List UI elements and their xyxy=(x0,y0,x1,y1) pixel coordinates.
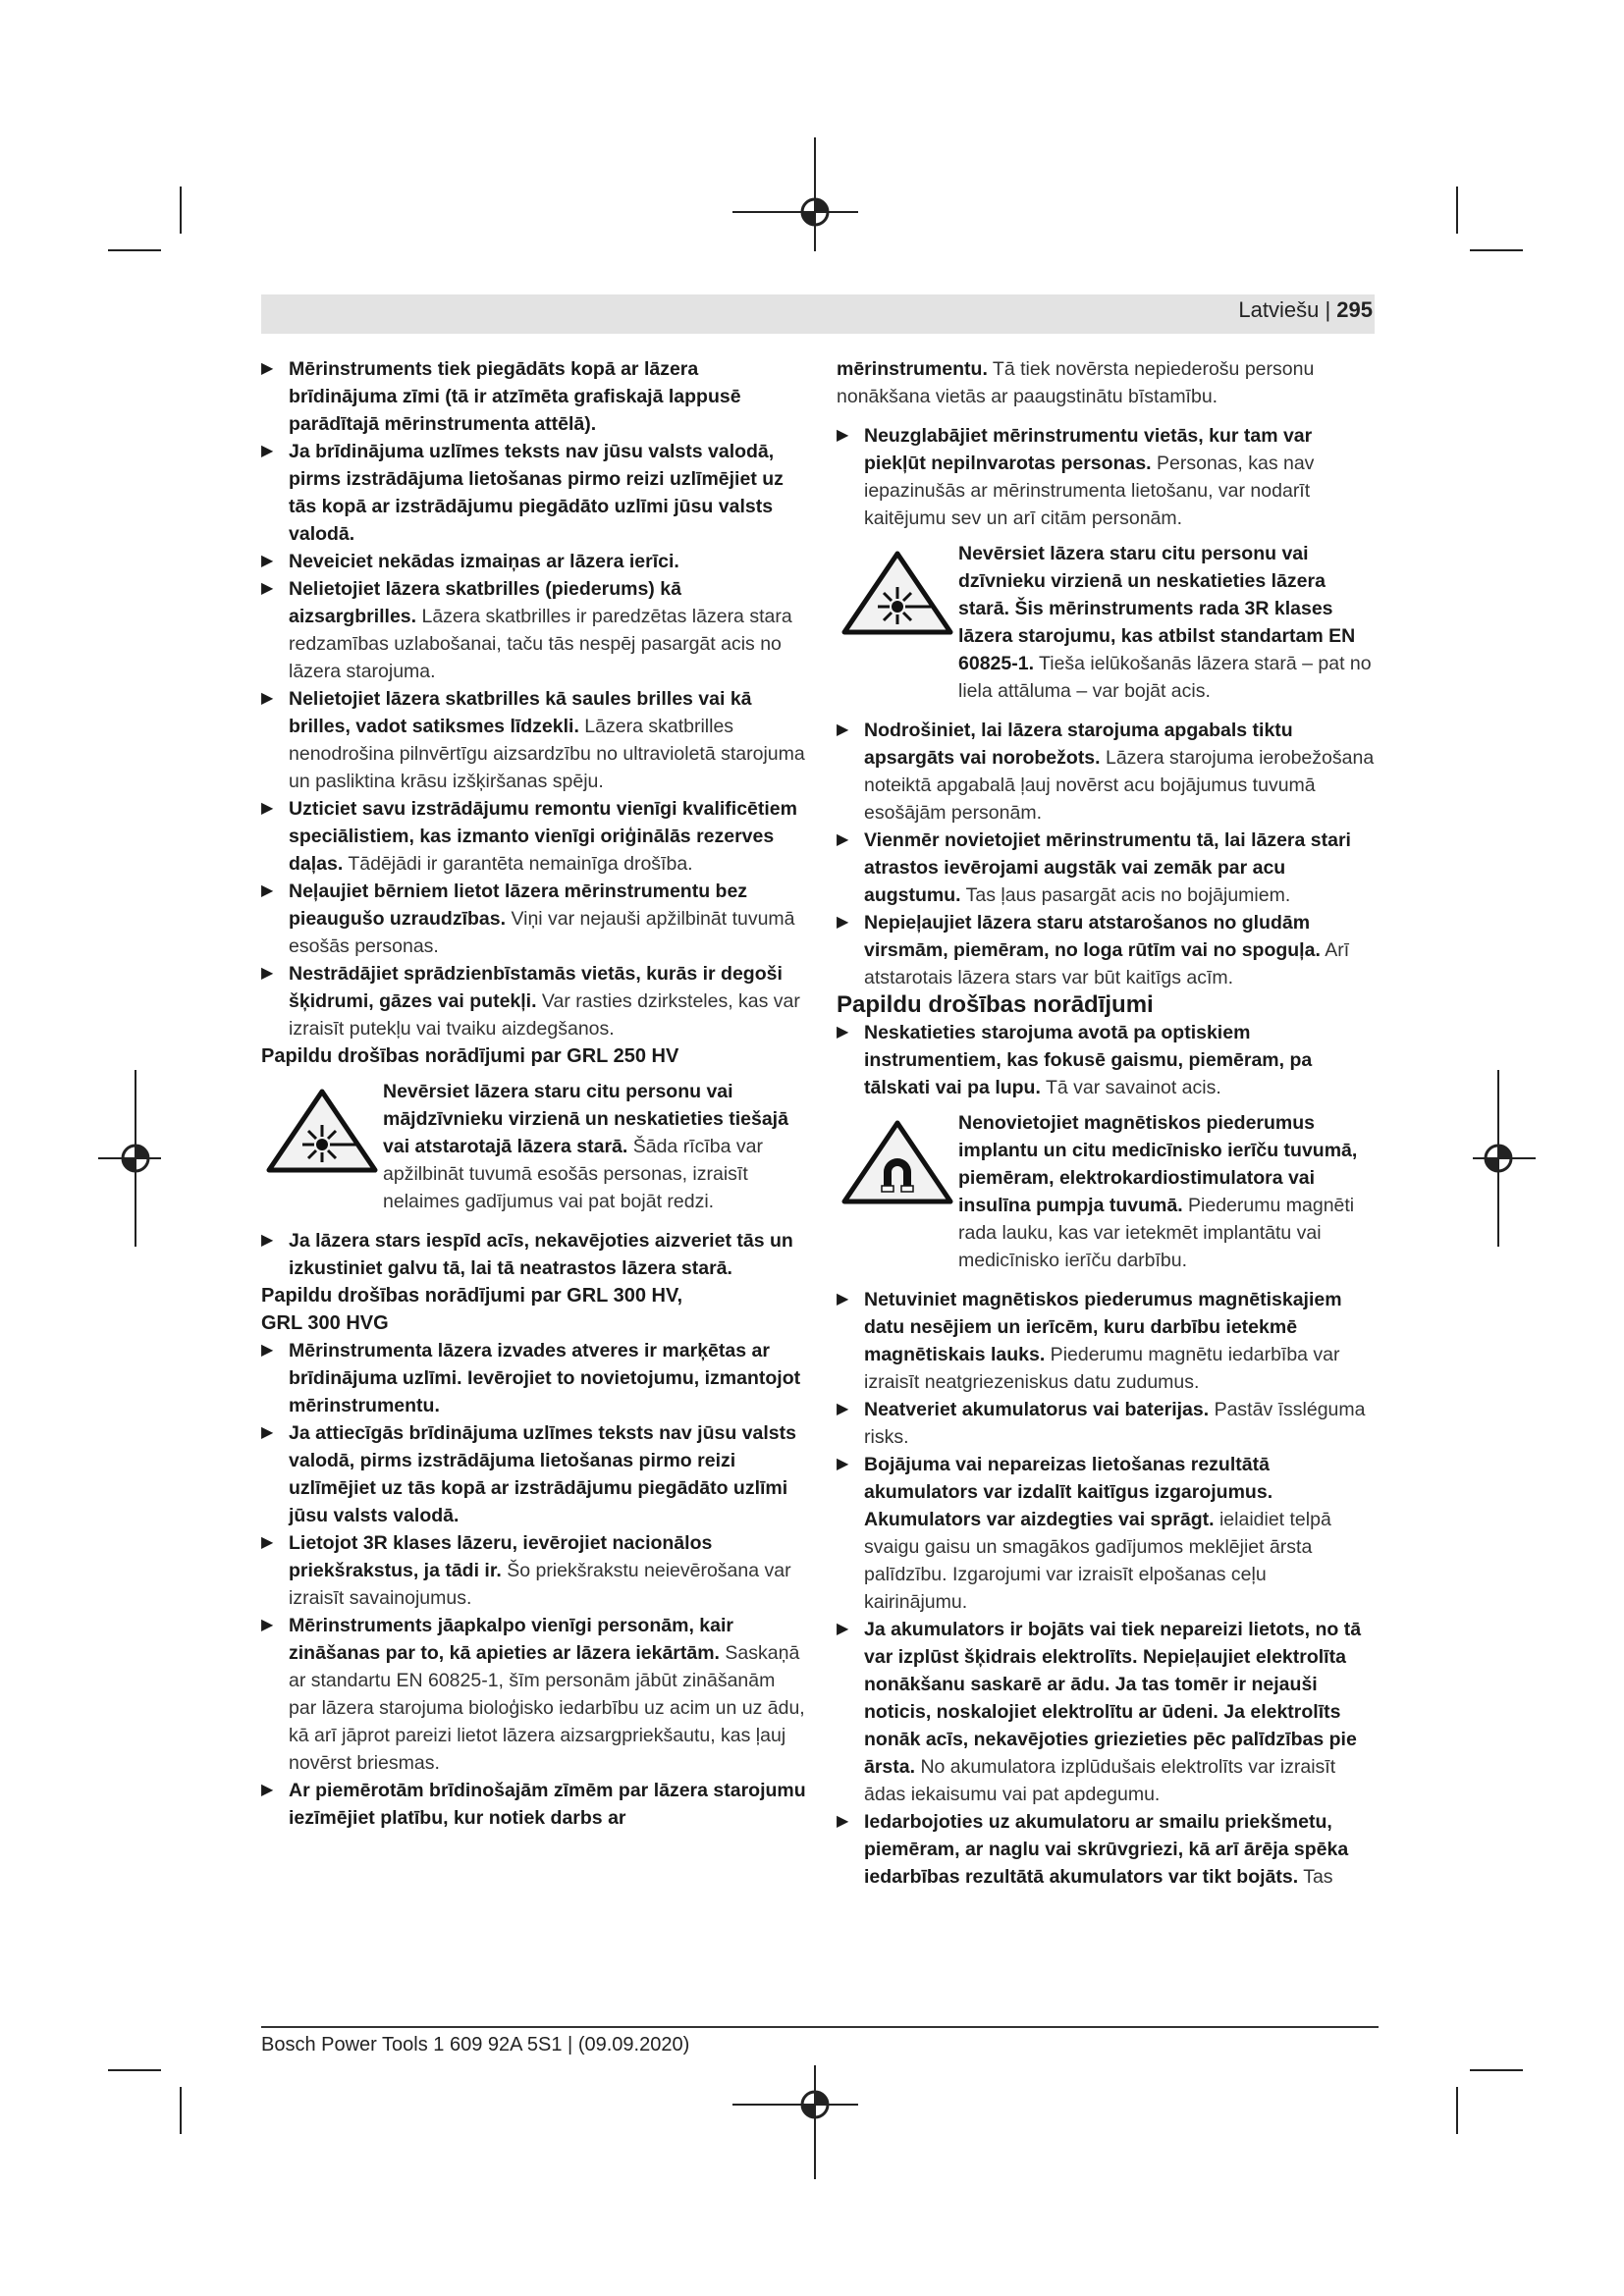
bullet-arrow-icon: ▶ xyxy=(261,800,274,817)
crop-mark xyxy=(180,187,182,234)
bullet-arrow-icon: ▶ xyxy=(837,1813,849,1830)
bullet-item: ▶ Mērinstruments jāapkalpo vienīgi personām, kair zināšanas par to, kā apieties ar lāzera iekārtām. Saskaņā ar standartu EN 60825-1, šīm personām jābūt zināšanām par lāzera starojuma bioloģisko iedarbību uz acim un uz ādu, kā arī jāprot pareizi lietot lāzera aizsargpriekšautu, kas ļauj novērst briesmas. xyxy=(261,1612,806,1777)
bullet-item: ▶ Ja brīdinājuma uzlīmes teksts nav jūsu valsts valodā, pirms izstrādājuma lietošanas pirmo reizi uzlīmējiet uz tās kopā ar izstrādājumu piegādāto uzlīmi jūsu valsts valodā. xyxy=(261,438,806,548)
registration-mark-icon xyxy=(727,137,864,251)
bullet-arrow-icon: ▶ xyxy=(837,1401,849,1417)
bullet-item: ▶ Lietojot 3R klases lāzeru, ievērojiet nacionālos priekšrakstus, ja tādi ir. Šo priekšrakstu neievērošana var izraisīt savainojumus. xyxy=(261,1529,806,1612)
section-title: Papildu drošības norādījumi xyxy=(837,991,1154,1018)
bullet-arrow-icon: ▶ xyxy=(261,443,274,459)
continued-text: mērinstrumentu. Tā tiek novērsta nepiederošu personu nonākšana vietās ar paaugstinātu bīstamību. xyxy=(837,358,1315,407)
bullet-item: ▶ Vienmēr novietojiet mērinstrumentu tā, lai lāzera stari atrastos ievērojami augstāk vai zemāk par acu augstumu. Tas ļaus pasargāt acis no bojājumiem. xyxy=(837,827,1375,909)
subhead-grl250: Papildu drošības norādījumi par GRL 250 HV xyxy=(261,1045,679,1067)
bullet-arrow-icon: ▶ xyxy=(261,965,274,982)
warning-text: Nevērsiet lāzera staru citu personu vai dzīvnieku virzienā un neskatieties lāzera starā. Šis mērinstruments rada 3R klases lāzera starojumu, kas atbilst standartam EN 60825-1. Tieša ielūkošanās lāzera starā – pat no liela attāluma – var bojāt acis. xyxy=(958,543,1372,702)
laser-warning-icon xyxy=(261,1086,383,1176)
bullet-item: ▶ Neuzglabājiet mērinstrumentu vietās, kur tam var piekļūt nepilnvarotas personas. Personas, kas nav iepazinušās ar mērinstrumenta lietošanu, var nodarīt kaitējumu sev un arī citām personām. xyxy=(837,422,1375,532)
crop-mark xyxy=(1470,2069,1523,2071)
bullet-arrow-icon: ▶ xyxy=(261,1424,274,1441)
bullet-arrow-icon: ▶ xyxy=(837,1621,849,1637)
crop-mark xyxy=(1470,249,1523,251)
bullet-item: ▶ Ja attiecīgās brīdinājuma uzlīmes teksts nav jūsu valsts valodā, pirms izstrādājuma lietošanas pirmo reizi uzlīmējiet uz tās kopā ar izstrādājumu piegādāto uzlīmi jūsu valsts valodā. xyxy=(261,1419,806,1529)
crop-mark xyxy=(108,2069,161,2071)
footer-rule xyxy=(261,2026,1379,2028)
page-header xyxy=(1238,297,1373,323)
header-language: Latviešu xyxy=(1238,297,1320,322)
page-number: 295 xyxy=(1336,297,1373,322)
right-column xyxy=(837,355,1375,1891)
bullet-item: ▶ Neļaujiet bērniem lietot lāzera mērinstrumentu bez pieaugušo uzraudzības. Viņi var nejauši apžilbināt tuvumā esošās personas. xyxy=(261,878,806,960)
bullet-item: ▶ Bojājuma vai nepareizas lietošanas rezultātā akumulators var izdalīt kaitīgus izgarojumus. Akumulators var aizdegties vai sprāgt. ielaidiet telpā svaigu gaisu un smagākos gadījumos meklējiet ārsta palīdzību. Izgarojumi var izraisīt elpošanas ceļu kairinājumu. xyxy=(837,1451,1375,1616)
crop-mark xyxy=(180,2087,182,2134)
subhead-grl300: Papildu drošības norādījumi par GRL 300 HV, GRL 300 HVG xyxy=(261,1285,683,1334)
bullet-item: ▶ Netuviniet magnētiskos piederumus magnētiskajiem datu nesējiem un ierīcēm, kuru darbību ietekmē magnētiskais lauks. Piederumu magnētu iedarbība var izraisīt neatgriezeniskus datu zudumus. xyxy=(837,1286,1375,1396)
magnet-warning-block xyxy=(837,1109,1375,1274)
bullet-item: ▶ Nestrādājiet sprādzienbīstamās vietās, kurās ir degoši šķidrumi, gāzes vai putekļi. Var rasties dzirksteles, kas var izraisīt putekļu vai tvaiku aizdegšanos. xyxy=(261,960,806,1042)
bullet-arrow-icon: ▶ xyxy=(261,1342,274,1359)
bullet-arrow-icon: ▶ xyxy=(837,1024,849,1041)
registration-mark-icon xyxy=(727,2065,864,2179)
header-band xyxy=(261,294,1375,334)
bullet-arrow-icon: ▶ xyxy=(837,721,849,738)
bullet-item: ▶ Mērinstrumenta lāzera izvades atveres ir marķētas ar brīdinājuma uzlīmi. Ievērojiet to novietojumu, izmantojot mērinstrumentu. xyxy=(261,1337,806,1419)
magnet-warning-icon xyxy=(837,1117,958,1207)
bullet-arrow-icon: ▶ xyxy=(261,690,274,707)
crop-mark xyxy=(108,249,161,251)
bullet-arrow-icon: ▶ xyxy=(261,360,274,377)
bullet-item: ▶ Nelietojiet lāzera skatbrilles (piederums) kā aizsargbrilles. Lāzera skatbrilles ir paredzētas lāzera stara redzamības uzlabošanai, taču tās nespēj pasargāt acis no lāzera starojuma. xyxy=(261,575,806,685)
header-separator: | xyxy=(1319,297,1337,322)
bullet-item: ▶ Nepieļaujiet lāzera staru atstarošanos no gludām virsmām, piemēram, no loga rūtīm vai no spoguļa. Arī atstarotais lāzera stars var būt kaitīgs acīm. xyxy=(837,909,1375,991)
bullet-item: ▶ Neatveriet akumulatorus vai baterijas. Pastāv īssléguma risks. xyxy=(837,1396,1375,1451)
bullet-item: ▶ Nodrošiniet, lai lāzera starojuma apgabals tiktu apsargāts vai norobežots. Lāzera starojuma ierobežošana noteiktā apgabalā ļauj novērst acu bojājumus tuvumā esošājām personām. xyxy=(837,717,1375,827)
bullet-item: ▶ Ja akumulators ir bojāts vai tiek nepareizi lietots, no tā var izplūst šķidrais elektrolīts. Nepieļaujiet elektrolīta nonākšanu saskarē ar ādu. Ja tas tomēr ir nejauši noticis, noskalojiet elektrolītu ar ūdeni. Ja elektrolīts nonāk acīs, nekavējoties griezieties pēc palīdzības pie ārsta. No akumulatora izplūdušais elektrolīts var izraisīt ādas iekaisumu vai pat apdegumu. xyxy=(837,1616,1375,1808)
bullet-arrow-icon: ▶ xyxy=(261,580,274,597)
bullet-arrow-icon: ▶ xyxy=(837,427,849,444)
laser-warning-icon xyxy=(837,548,958,638)
laser-warning-block xyxy=(837,540,1375,705)
registration-mark-icon xyxy=(1473,1070,1536,1247)
bullet-item: ▶ Neskatieties starojuma avotā pa optiskiem instrumentiem, kas fokusē gaismu, piemēram, pa tālskati vai pa lupu. Tā var savainot acis. xyxy=(837,1019,1375,1101)
laser-warning-block xyxy=(261,1078,806,1215)
bullet-item: ▶ Iedarbojoties uz akumulatoru ar smailu priekšmetu, piemēram, ar naglu vai skrūvgriezi, kā arī ārēja spēka iedarbības rezultātā akumulators var tikt bojāts. Tas xyxy=(837,1808,1375,1891)
bullet-arrow-icon: ▶ xyxy=(261,1232,274,1249)
bullet-arrow-icon: ▶ xyxy=(837,831,849,848)
bullet-arrow-icon: ▶ xyxy=(837,1456,849,1472)
registration-mark-icon xyxy=(98,1070,161,1247)
bullet-arrow-icon: ▶ xyxy=(261,882,274,899)
crop-mark xyxy=(1456,187,1458,234)
crop-mark xyxy=(1456,2087,1458,2134)
bullet-arrow-icon: ▶ xyxy=(837,1291,849,1308)
footer-text: Bosch Power Tools 1 609 92A 5S1 | (09.09.2020) xyxy=(261,2034,690,2056)
bullet-arrow-icon: ▶ xyxy=(261,1617,274,1633)
bullet-arrow-icon: ▶ xyxy=(261,553,274,569)
bullet-item: ▶ Uzticiet savu izstrādājumu remontu vienīgi kvalificētiem speciālistiem, kas izmanto vienīgi oriģinālās rezerves daļas. Tādējādi ir garantēta nemainīga drošība. xyxy=(261,795,806,878)
bullet-arrow-icon: ▶ xyxy=(261,1782,274,1798)
bullet-item: ▶ Nelietojiet lāzera skatbrilles kā saules brilles vai kā brilles, vadot satiksmes līdzekli. Lāzera skatbrilles nenodrošina pilnvērtīgu aizsardzību no ultravioletā starojuma un pasliktina krāsu izšķiršanas spēju. xyxy=(261,685,806,795)
bullet-item: ▶ Ja lāzera stars iespīd acīs, nekavējoties aizveriet tās un izkustiniet galvu tā, lai tā neatrastos lāzera starā. xyxy=(261,1227,806,1282)
warning-text: Nevērsiet lāzera staru citu personu vai mājdzīvnieku virzienā un neskatieties tiešajā vai atstarotajā lāzera starā. Šāda rīcība var apžilbināt tuvumā esošās personas, izraisīt nelaimes gadījumus vai pat bojāt redzi. xyxy=(383,1081,788,1212)
bullet-arrow-icon: ▶ xyxy=(261,1534,274,1551)
left-column xyxy=(261,355,806,1832)
bullet-arrow-icon: ▶ xyxy=(837,914,849,931)
bullet-item: ▶ Neveiciet nekādas izmaiņas ar lāzera ierīci. xyxy=(261,548,806,575)
bullet-item: ▶ Ar piemērotām brīdinošajām zīmēm par lāzera starojumu iezīmējiet platību, kur notiek darbs ar xyxy=(261,1777,806,1832)
warning-text: Nenovietojiet magnētiskos piederumus implantu un citu medicīnisko ierīču tuvumā, piemēram, elektrokardiostimulatora vai insulīna pumpja tuvumā. Piederumu magnēti rada lauku, kas var ietekmēt implantātu vai medicīnisko ierīču darbību. xyxy=(958,1112,1358,1271)
bullet-item: ▶ Mērinstruments tiek piegādāts kopā ar lāzera brīdinājuma zīmi (tā ir atzīmēta grafiskajā lappusē parādītajā mērinstrumenta attēlā). xyxy=(261,355,806,438)
